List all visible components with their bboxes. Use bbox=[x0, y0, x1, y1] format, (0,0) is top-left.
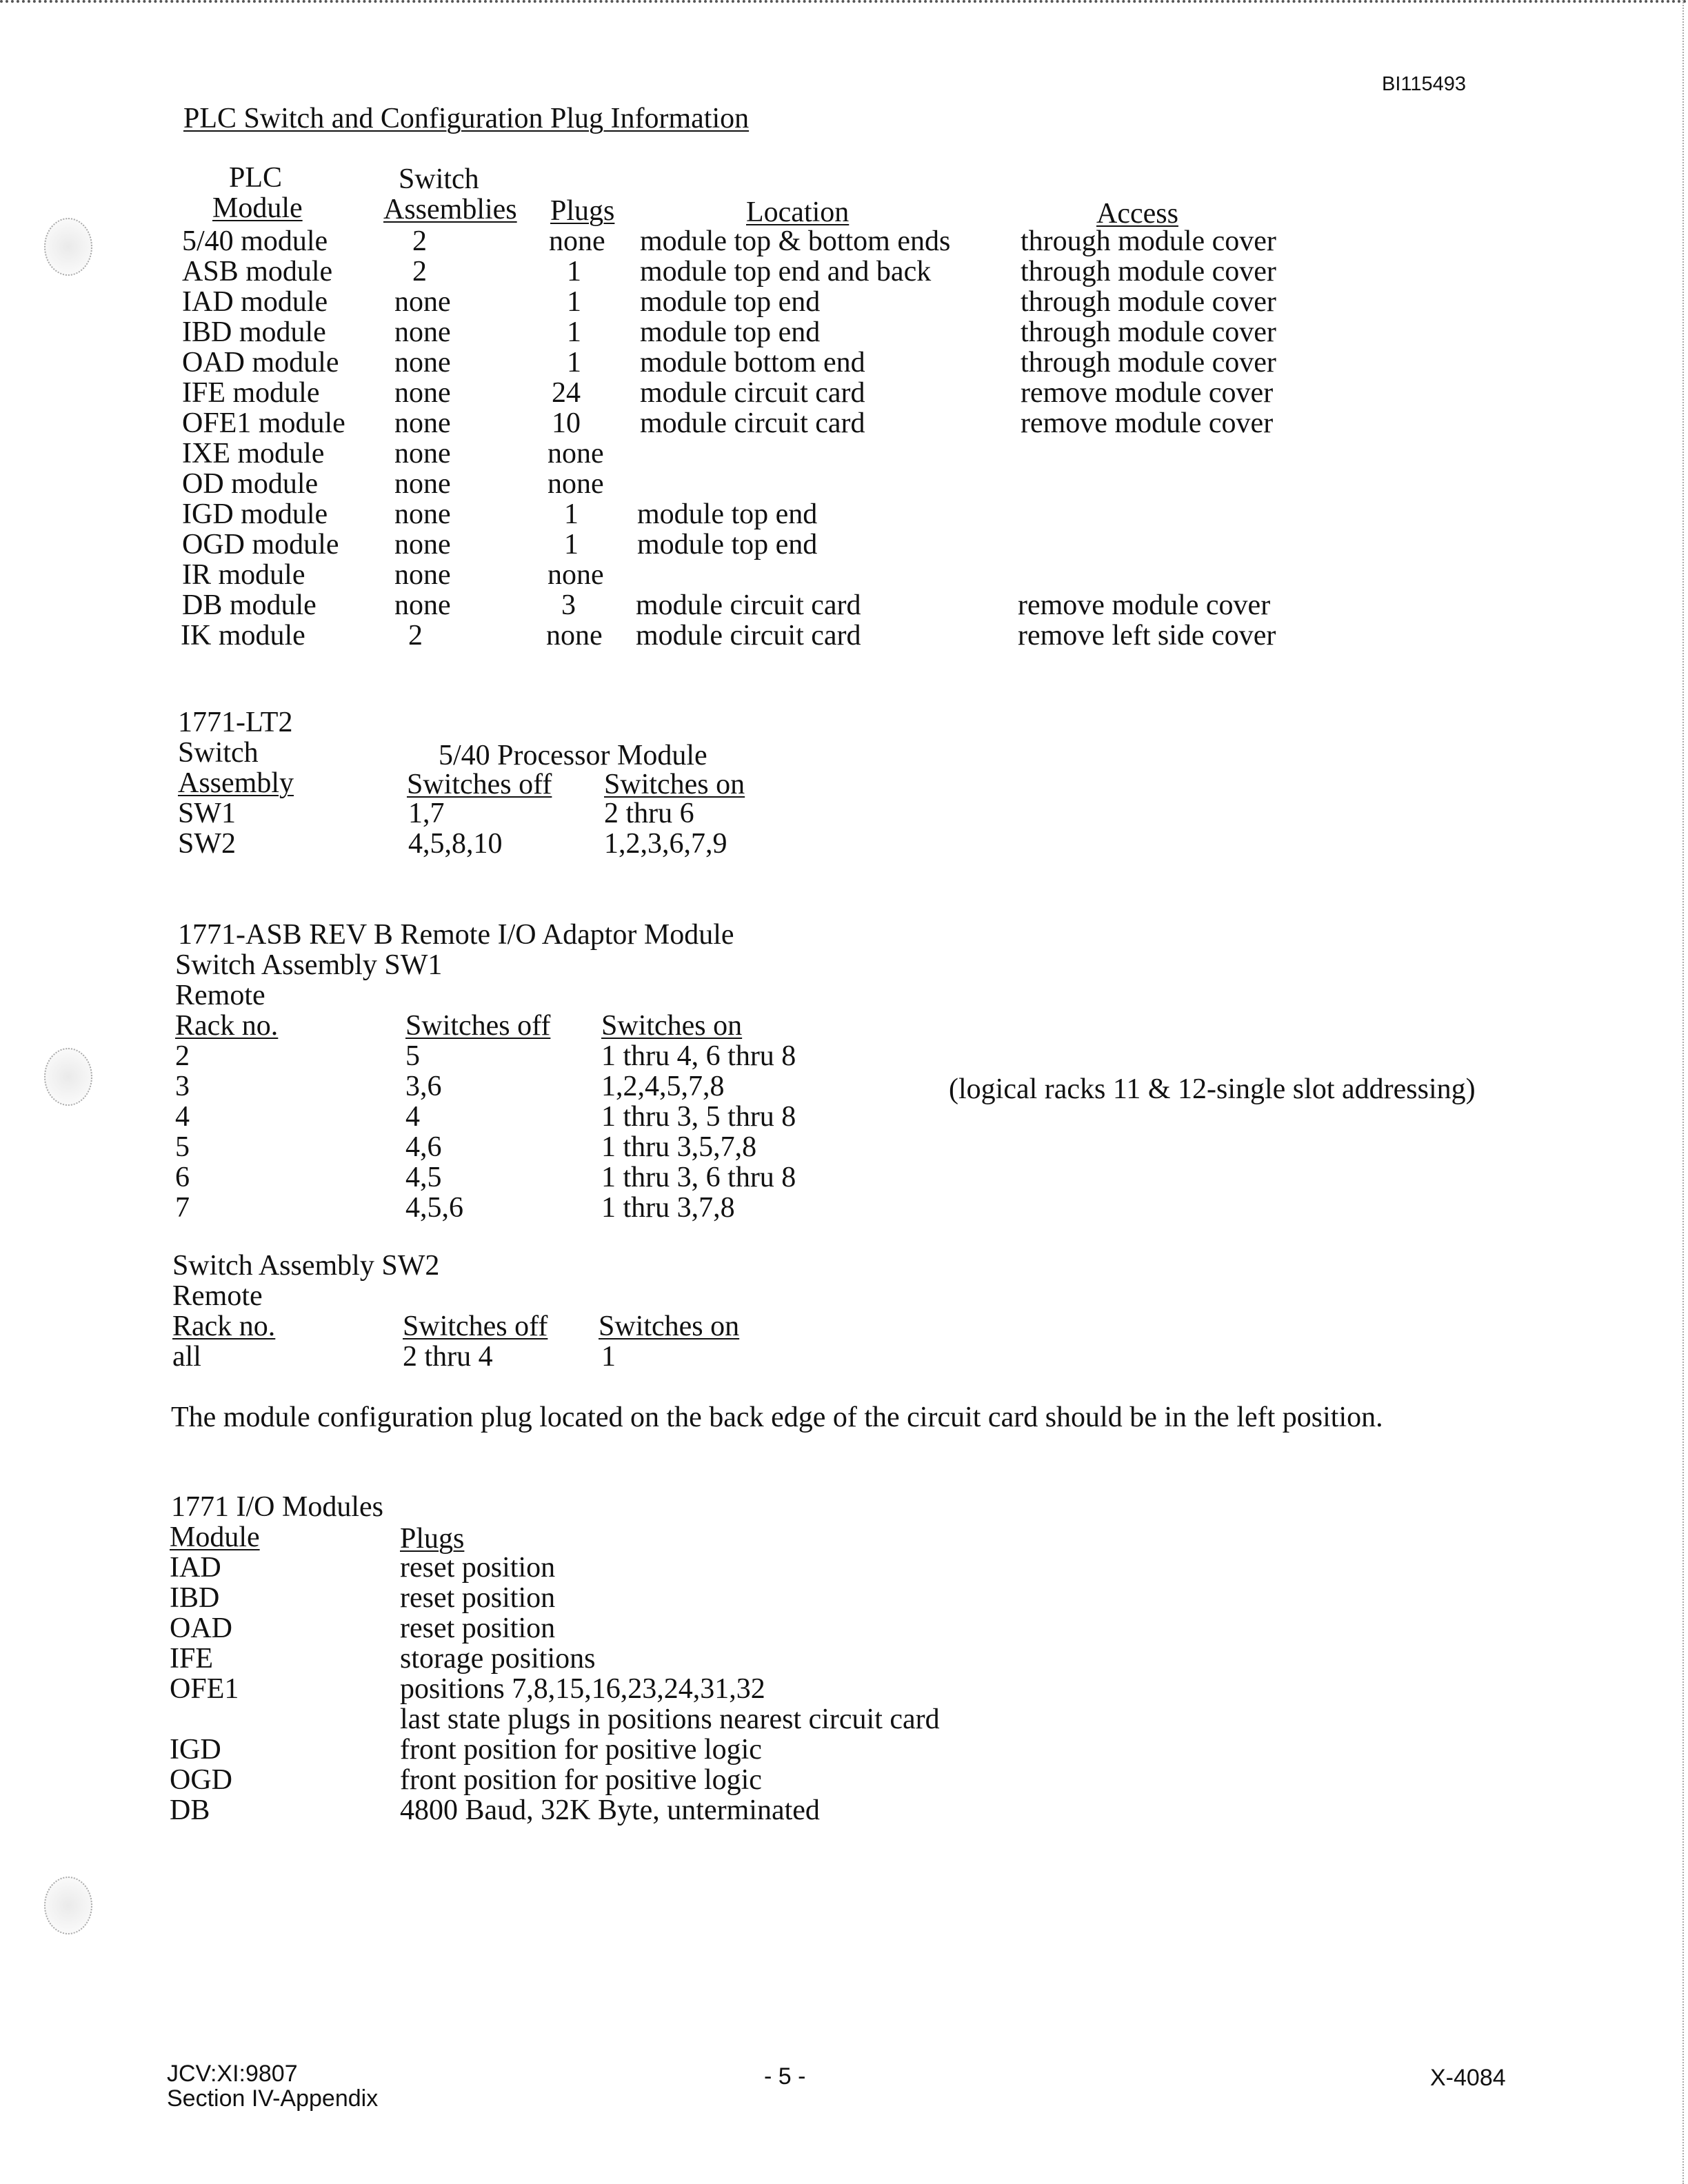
cell-plugs: 1 bbox=[567, 347, 581, 378]
cell-off: 4,5,8,10 bbox=[408, 828, 503, 860]
cell-plugs: 1 bbox=[567, 256, 581, 287]
cell-plugs: 1 bbox=[567, 286, 581, 318]
table-row bbox=[0, 1674, 1103, 1704]
cell-access: through module cover bbox=[1021, 225, 1276, 257]
col-header-switch: Assemblies bbox=[383, 194, 517, 225]
col-header-location: Location bbox=[746, 196, 850, 228]
cell-module: OAD bbox=[170, 1612, 232, 1644]
table-row bbox=[0, 1613, 1103, 1644]
cell-module: IGD bbox=[170, 1734, 221, 1766]
cell-off: 5 bbox=[405, 1040, 420, 1072]
remote-label: Remote bbox=[172, 1280, 263, 1312]
cell-rack: 3 bbox=[175, 1071, 190, 1102]
cell-rack: 5 bbox=[175, 1131, 190, 1163]
cell-on: 1 thru 3, 6 thru 8 bbox=[601, 1162, 796, 1193]
table-row bbox=[0, 317, 1379, 347]
cell-access: through module cover bbox=[1021, 286, 1276, 318]
cell-module: IGD module bbox=[182, 498, 328, 530]
cell-module: OFE1 module bbox=[182, 407, 345, 439]
footer-reference: JCV:XI:9807 bbox=[167, 2061, 298, 2087]
col-header-module: Module bbox=[212, 192, 303, 224]
sw1-title: Switch Assembly SW1 bbox=[175, 949, 443, 981]
punch-hole-icon bbox=[44, 1877, 92, 1934]
col-header-assembly: Assembly bbox=[178, 767, 294, 799]
col-header-switches-off: Switches off bbox=[407, 769, 552, 800]
cell-plugs: reset position bbox=[400, 1612, 556, 1644]
table-row bbox=[0, 1704, 1103, 1735]
section-title: 1771 I/O Modules bbox=[171, 1491, 383, 1523]
cell-switch: none bbox=[394, 529, 451, 560]
col-header-access: Access bbox=[1096, 198, 1178, 230]
cell-plugs: front position for positive logic bbox=[400, 1734, 762, 1766]
cell-module: OGD bbox=[170, 1764, 232, 1796]
table-row bbox=[0, 560, 1379, 590]
sw2-title: Switch Assembly SW2 bbox=[172, 1250, 440, 1282]
cell-switch: none bbox=[394, 498, 451, 530]
cell-on: 1 thru 3,5,7,8 bbox=[601, 1131, 757, 1163]
table-row bbox=[0, 256, 1379, 287]
table-row bbox=[0, 798, 965, 829]
table-row bbox=[0, 408, 1379, 438]
cell-module: ASB module bbox=[182, 256, 333, 287]
cell-switch: none bbox=[394, 589, 451, 621]
logical-racks-note: (logical racks 11 & 12-single slot addressing) bbox=[949, 1073, 1476, 1105]
cell-access: through module cover bbox=[1021, 316, 1276, 348]
cell-off: 4,5,6 bbox=[405, 1192, 463, 1224]
cell-on: 1,2,4,5,7,8 bbox=[601, 1071, 725, 1102]
cell-module: IBD module bbox=[182, 316, 326, 348]
cell-plugs: storage positions bbox=[400, 1643, 596, 1675]
cell-rack: 4 bbox=[175, 1101, 190, 1133]
cell-plugs: none bbox=[546, 620, 603, 651]
table-row bbox=[0, 1795, 1103, 1826]
scan-edge-top bbox=[0, 0, 1688, 3]
cell-access: remove module cover bbox=[1021, 377, 1274, 409]
cell-plugs: 3 bbox=[561, 589, 576, 621]
cell-module: IK module bbox=[181, 620, 305, 651]
cell-plugs: positions 7,8,15,16,23,24,31,32 bbox=[400, 1673, 765, 1705]
table-row bbox=[0, 287, 1379, 317]
remote-label: Remote bbox=[175, 980, 265, 1011]
col-header-module: Module bbox=[170, 1521, 260, 1553]
table-row bbox=[0, 1193, 965, 1223]
cell-module: IR module bbox=[182, 559, 305, 591]
cell-access: remove module cover bbox=[1018, 589, 1271, 621]
col-header-plugs: Plugs bbox=[550, 195, 615, 227]
cell-location: module circuit card bbox=[636, 589, 861, 621]
cell-location: module circuit card bbox=[636, 620, 861, 651]
table-row bbox=[0, 1735, 1103, 1765]
group-title: 5/40 Processor Module bbox=[439, 740, 707, 771]
col-header-switches-on: Switches on bbox=[599, 1311, 740, 1342]
cell-access: remove left side cover bbox=[1018, 620, 1276, 651]
cell-switch: none bbox=[394, 316, 451, 348]
cell-module: IXE module bbox=[182, 438, 325, 469]
col-header-switches-on: Switches on bbox=[601, 1010, 743, 1042]
document-id: BI115493 bbox=[1382, 73, 1467, 95]
cell-module: DB module bbox=[182, 589, 316, 621]
cell-off: 4 bbox=[405, 1101, 420, 1133]
cell-access: through module cover bbox=[1021, 347, 1276, 378]
cell-rack: 7 bbox=[175, 1192, 190, 1224]
cell-access: through module cover bbox=[1021, 256, 1276, 287]
cell-on: 1 thru 3,7,8 bbox=[601, 1192, 735, 1224]
cell-location: module circuit card bbox=[640, 377, 865, 409]
cell-switch: 2 bbox=[412, 256, 427, 287]
table-row bbox=[0, 1583, 1103, 1613]
cell-on: 1 bbox=[601, 1341, 616, 1373]
cell-plugs: none bbox=[547, 468, 604, 500]
cell-switch: none bbox=[394, 286, 451, 318]
col-header-switches-off: Switches off bbox=[403, 1311, 548, 1342]
cell-switch: none bbox=[394, 438, 451, 469]
footer-doc-number: X-4084 bbox=[1430, 2065, 1506, 2091]
cell-module: IBD bbox=[170, 1582, 220, 1614]
cell-on: 1,2,3,6,7,9 bbox=[604, 828, 727, 860]
cell-assembly: SW2 bbox=[178, 828, 236, 860]
col-header-module-line1: PLC bbox=[229, 162, 283, 194]
cell-location: module circuit card bbox=[640, 407, 865, 439]
col-header-switches-on: Switches on bbox=[604, 769, 745, 800]
table-row bbox=[0, 469, 1379, 499]
cell-access: remove module cover bbox=[1021, 407, 1274, 439]
cell-plugs: reset position bbox=[400, 1582, 556, 1614]
table-row bbox=[0, 1553, 1103, 1583]
table-row bbox=[0, 1644, 1103, 1674]
cell-switch: none bbox=[394, 407, 451, 439]
cell-switch: none bbox=[394, 559, 451, 591]
col-header-rack: Rack no. bbox=[172, 1311, 276, 1342]
cell-plugs: front position for positive logic bbox=[400, 1764, 762, 1796]
table-row bbox=[0, 529, 1379, 560]
cell-rack: 2 bbox=[175, 1040, 190, 1072]
cell-plugs: 1 bbox=[564, 529, 579, 560]
cell-module: IAD module bbox=[182, 286, 328, 318]
table-row bbox=[0, 438, 1379, 469]
table-row bbox=[0, 226, 1379, 256]
cell-switch: 2 bbox=[412, 225, 427, 257]
cell-location: module top & bottom ends bbox=[640, 225, 951, 257]
cell-module: IFE module bbox=[182, 377, 320, 409]
table-row bbox=[0, 829, 965, 859]
cell-off: 4,6 bbox=[405, 1131, 442, 1163]
cell-plugs: last state plugs in positions nearest circuit card bbox=[400, 1703, 940, 1735]
cell-module: 5/40 module bbox=[182, 225, 328, 257]
page-title: PLC Switch and Configuration Plug Information bbox=[183, 103, 750, 134]
cell-rack: all bbox=[172, 1341, 201, 1373]
cell-switch: none bbox=[394, 468, 451, 500]
cell-plugs: 1 bbox=[564, 498, 579, 530]
cell-plugs: 4800 Baud, 32K Byte, unterminated bbox=[400, 1794, 820, 1826]
cell-plugs: none bbox=[547, 438, 604, 469]
col-header-rack: Rack no. bbox=[175, 1010, 279, 1042]
cell-location: module top end bbox=[637, 498, 818, 530]
cell-plugs: 1 bbox=[567, 316, 581, 348]
cell-module: IFE bbox=[170, 1643, 213, 1675]
cell-switch: 2 bbox=[408, 620, 423, 651]
cell-location: module top end bbox=[640, 316, 821, 348]
section-title: 1771-ASB REV B Remote I/O Adaptor Module bbox=[178, 919, 734, 951]
config-plug-note: The module configuration plug located on the back edge of the circuit card should be in the left position. bbox=[171, 1402, 1383, 1433]
cell-location: module top end bbox=[637, 529, 818, 560]
cell-module: OD module bbox=[182, 468, 319, 500]
table-row bbox=[0, 590, 1379, 620]
cell-plugs: 24 bbox=[552, 377, 581, 409]
col-header-plugs: Plugs bbox=[400, 1523, 465, 1555]
cell-on: 1 thru 3, 5 thru 8 bbox=[601, 1101, 796, 1133]
cell-on: 2 thru 6 bbox=[604, 798, 694, 829]
cell-plugs: reset position bbox=[400, 1552, 556, 1584]
cell-location: module top end bbox=[640, 286, 821, 318]
cell-off: 3,6 bbox=[405, 1071, 442, 1102]
cell-location: module top end and back bbox=[640, 256, 932, 287]
table-row bbox=[0, 1765, 1103, 1795]
scan-edge-right bbox=[1682, 0, 1684, 2184]
cell-module: IAD bbox=[170, 1552, 221, 1584]
cell-assembly: SW1 bbox=[178, 798, 236, 829]
cell-module: OAD module bbox=[182, 347, 339, 378]
cell-module: DB bbox=[170, 1794, 210, 1826]
table-row bbox=[0, 1162, 965, 1193]
cell-switch: none bbox=[394, 347, 451, 378]
col-header-switches-off: Switches off bbox=[405, 1010, 551, 1042]
table-row bbox=[0, 499, 1379, 529]
cell-off: 1,7 bbox=[408, 798, 445, 829]
footer-section: Section IV-Appendix bbox=[167, 2085, 379, 2112]
col-header-switch-line1: Switch bbox=[399, 163, 479, 195]
table-row bbox=[0, 1071, 965, 1102]
page-number: - 5 - bbox=[764, 2063, 806, 2090]
cell-plugs: 10 bbox=[552, 407, 581, 439]
table-row bbox=[0, 1342, 965, 1372]
col-header-switch-line1: Switch bbox=[178, 737, 259, 769]
cell-location: module bottom end bbox=[640, 347, 865, 378]
cell-on: 1 thru 4, 6 thru 8 bbox=[601, 1040, 796, 1072]
table-row bbox=[0, 1102, 965, 1132]
cell-rack: 6 bbox=[175, 1162, 190, 1193]
cell-module: OFE1 bbox=[170, 1673, 239, 1705]
section-title: 1771-LT2 bbox=[178, 707, 293, 738]
table-row bbox=[0, 620, 1379, 651]
cell-plugs: none bbox=[549, 225, 605, 257]
cell-switch: none bbox=[394, 377, 451, 409]
cell-plugs: none bbox=[547, 559, 604, 591]
cell-module: OGD module bbox=[182, 529, 339, 560]
table-row bbox=[0, 1041, 965, 1071]
cell-off: 4,5 bbox=[405, 1162, 442, 1193]
cell-off: 2 thru 4 bbox=[403, 1341, 493, 1373]
table-row bbox=[0, 1132, 965, 1162]
table-row bbox=[0, 347, 1379, 378]
table-row bbox=[0, 378, 1379, 408]
